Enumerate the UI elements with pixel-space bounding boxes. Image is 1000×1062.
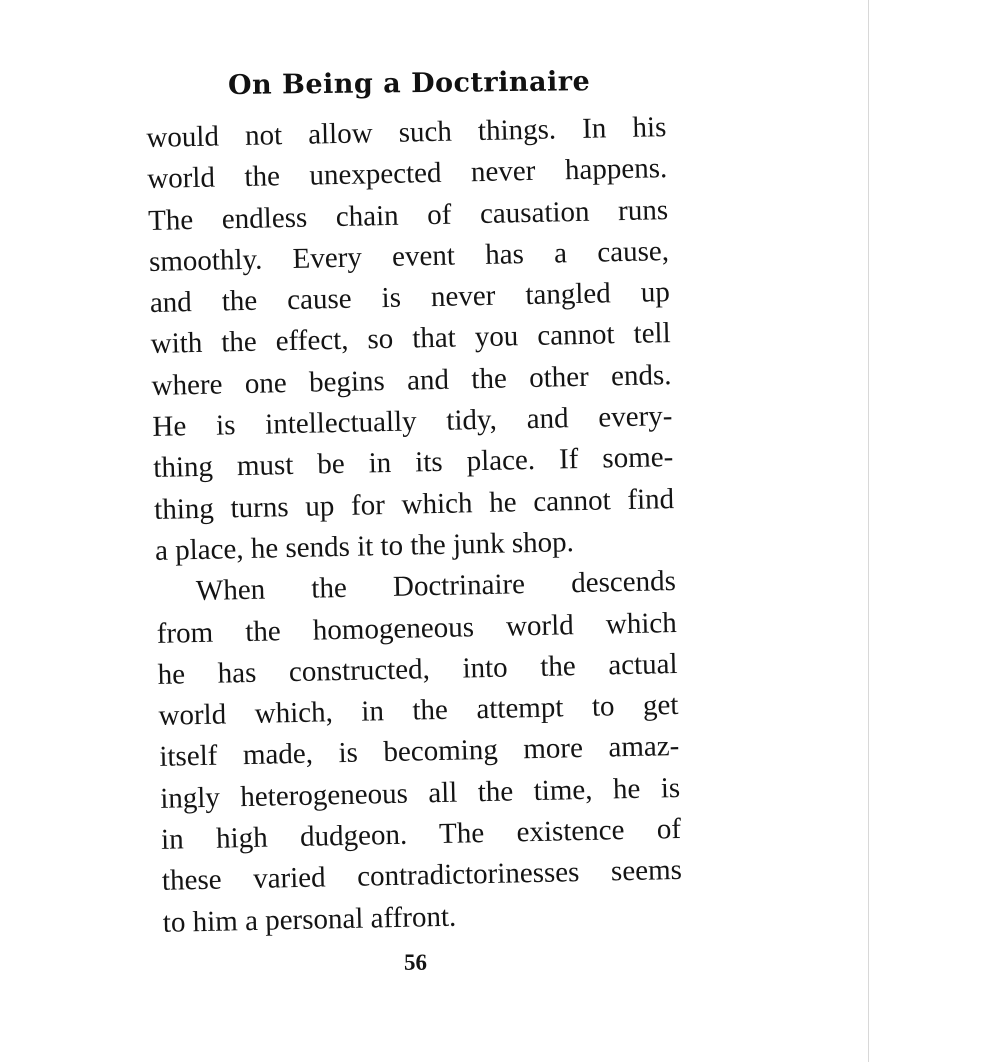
running-title: On Being a Doctrinaire bbox=[227, 66, 591, 101]
text-line: world which, in the attempt to get bbox=[158, 689, 679, 733]
text-line: these varied contradictorinesses seems bbox=[161, 854, 683, 898]
text-line: smoothly. Every event has a cause, bbox=[148, 234, 670, 278]
text-line: would not allow such things. In his bbox=[146, 111, 667, 154]
text-line: from the homogeneous world which bbox=[156, 606, 678, 650]
text-line: thing turns up for which he cannot find bbox=[153, 482, 675, 526]
text-line: When the Doctrinaire descends bbox=[195, 565, 677, 608]
text-line: thing must be in its place. If some- bbox=[153, 441, 674, 485]
text-line: with the effect, so that you cannot tell bbox=[150, 317, 671, 361]
page-edge-divider bbox=[868, 0, 869, 1062]
paragraph-1 bbox=[146, 107, 675, 572]
paragraph-2 bbox=[156, 561, 684, 943]
body-text bbox=[146, 107, 683, 944]
text-line: and the cause is never tangled up bbox=[149, 276, 671, 320]
text-line: itself made, is becoming more amaz- bbox=[159, 730, 680, 774]
page-number: 56 bbox=[404, 950, 427, 975]
text-line: in high dudgeon. The existence of bbox=[160, 813, 682, 856]
text-line: ingly heterogeneous all the time, he is bbox=[159, 771, 681, 815]
text-line: He is intellectually tidy, and every- bbox=[152, 400, 673, 444]
text-line: where one begins and the other ends. bbox=[151, 358, 672, 402]
text-line: The endless chain of causation runs bbox=[147, 193, 669, 237]
text-line: he has constructed, into the actual bbox=[157, 647, 678, 691]
text-line: to him a personal affront. bbox=[162, 900, 457, 939]
text-line: a place, he sends it to the junk shop. bbox=[154, 526, 575, 567]
text-line: world the unexpected never happens. bbox=[146, 152, 668, 196]
